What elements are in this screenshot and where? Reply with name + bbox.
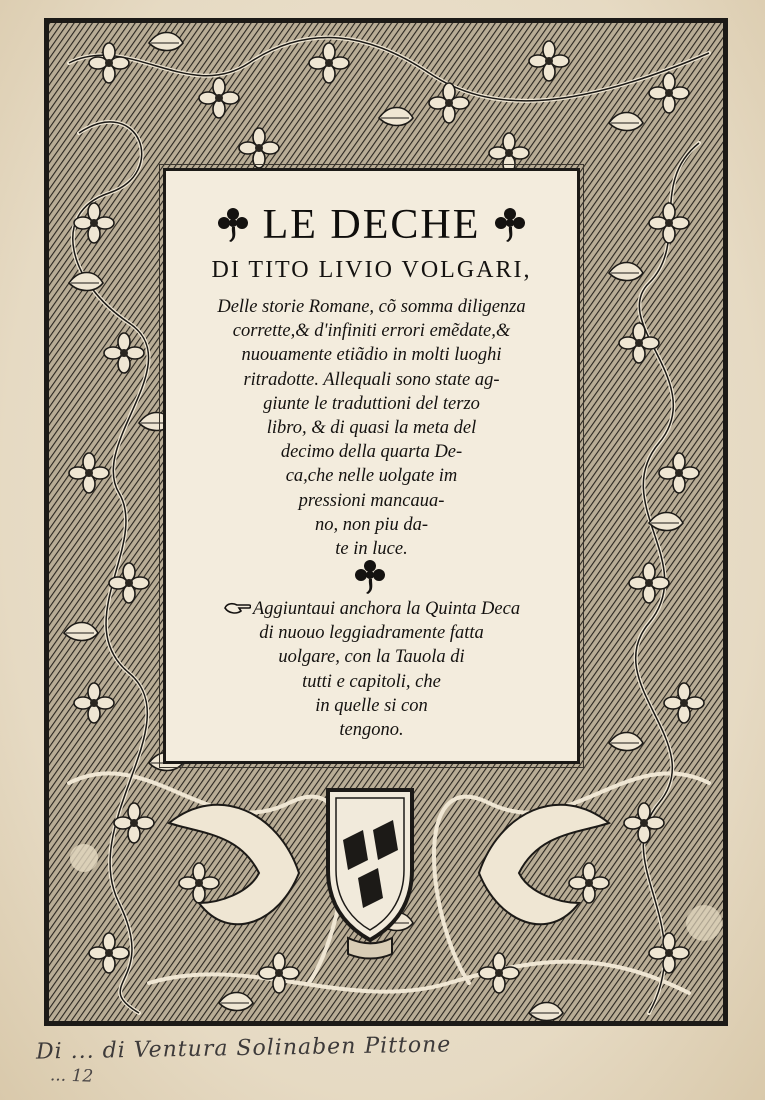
handwritten-inscription — [35, 1032, 736, 1100]
description-line: decimo della quarta De- — [280, 442, 463, 463]
description-line: nuouamente etiãdio in molti luoghi — [241, 345, 502, 366]
addendum-block — [166, 597, 577, 742]
description-line: no, non piu da- — [314, 514, 429, 535]
description-line: giunte le traduttioni del terzo — [263, 393, 480, 414]
description-line: corrette,& d'infiniti errori emẽdate,& — [232, 321, 511, 342]
description-line: ritradotte. Allequali sono state ag- — [243, 369, 500, 390]
addendum-line: di nuouo leggiadramente fatta — [259, 623, 484, 644]
title-text-panel — [163, 168, 580, 764]
addendum-line: Aggiuntaui anchora la Quinta Deca — [166, 597, 577, 621]
description-block — [166, 295, 577, 561]
addendum-line: tengono. — [339, 720, 404, 741]
coat-of-arms-icon — [308, 770, 432, 960]
title-row — [166, 201, 577, 249]
addendum-line: tutti e capitoli, che — [302, 671, 441, 692]
addendum-line: uolgare, con la Tauola di — [278, 647, 465, 668]
description-line: pressioni mancaua- — [298, 490, 445, 511]
description-line: ca,che nelle uolgate im — [285, 466, 458, 487]
addendum-line: in quelle si con — [315, 695, 428, 716]
book-subtitle: DI TITO LIVIO VOLGARI, — [211, 257, 532, 283]
description-line: libro, & di quasi la meta del — [266, 418, 477, 439]
fleuron-icon — [354, 559, 386, 595]
fleuron-icon — [494, 207, 526, 243]
pointing-hand-icon — [223, 599, 251, 617]
fleuron-icon — [217, 207, 249, 243]
description-line: te in luce. — [335, 539, 408, 560]
inscription-line: ... 12 — [49, 1065, 94, 1087]
book-title: LE DECHE — [262, 202, 481, 248]
description-line: Delle storie Romane, cõ somma diligenza — [217, 297, 526, 317]
inscription-line: Di ... di Ventura Solinaben Pittone — [35, 1032, 452, 1065]
